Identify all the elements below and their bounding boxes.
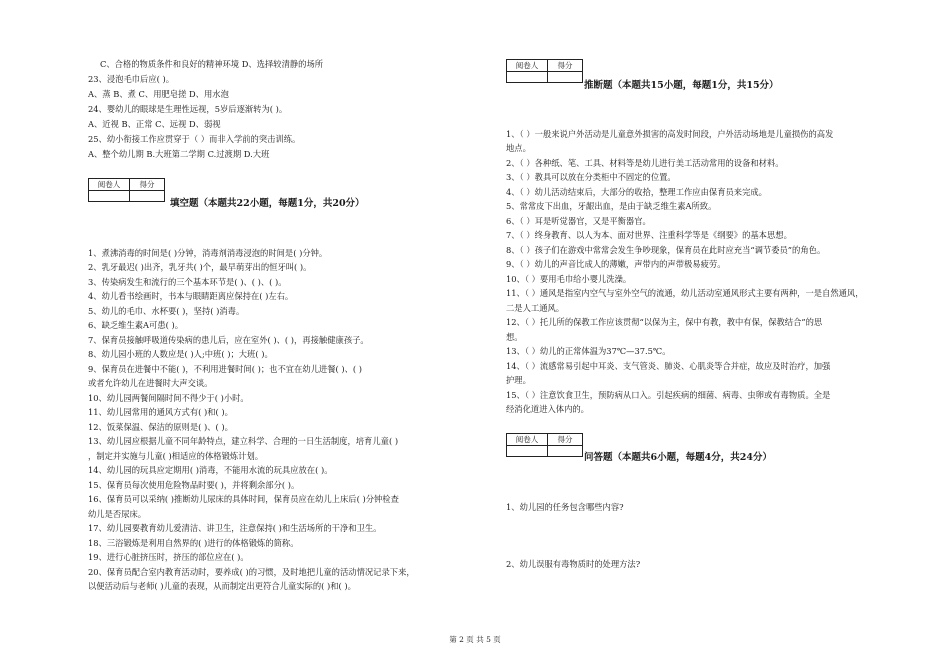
question-line: 幼儿是否尿床。 (88, 509, 147, 519)
question-line: 13、幼儿园应根据儿童不同年龄特点，建立科学、合理的一日生活制度，培育儿童( ) (88, 436, 399, 446)
question-line: 二是人工通风。 (506, 303, 565, 313)
question-line: 地点。 (506, 143, 531, 153)
score-cell (130, 191, 165, 202)
question-line: 3、传染病发生和流行的三个基本环节是( )、( )、( )。 (88, 277, 287, 287)
question-line: 15、保育员每次使用危险物品时要( )，并将剩余部分( )。 (88, 480, 300, 490)
question-line: 1、幼儿园的任务包含哪些内容? (506, 502, 624, 512)
question-line: 16、保育员可以采纳( )推断幼儿尿床的具体时间，保育员应在幼儿上床后( )分钟检查 (88, 494, 399, 504)
score-label: 得分 (548, 434, 583, 446)
question-line: 10、幼儿园两餐间隔时间不得少于( )小时。 (88, 393, 249, 403)
question-line: 4、幼儿看书绘画时，书本与眼睛距离应保持在( )左右。 (88, 291, 294, 301)
question-line: 6、缺乏维生素A可患( )。 (88, 320, 184, 330)
question-line: 5、幼儿的毛巾、水杯要( )，坚持( )消毒。 (88, 306, 245, 316)
grader-cell (507, 72, 548, 83)
question-line: C、合格的物质条件和良好的精神环境 D、选择较清静的场所 (100, 59, 324, 69)
question-line: 以便活动后与老师( )儿童的表现，从而制定出更符合儿童实际的( )和( )。 (88, 581, 356, 591)
grader-cell (89, 191, 130, 202)
grader-cell (507, 446, 548, 457)
question-line: 6、（ ）耳是听觉器官，又是平衡器官。 (506, 216, 651, 226)
question-line: 17、幼儿园要教育幼儿爱清洁、讲卫生，注意保持( )和生活场所的干净和卫生。 (88, 523, 382, 533)
question-line: 或者允许幼儿在进餐时大声交谈。 (88, 378, 213, 388)
score-cell (548, 72, 583, 83)
section-title-fill-in: 填空题（本题共22小题，每题1分，共20分） (170, 198, 365, 209)
question-line: 13、（ ）幼儿的正常体温为37℃—37.5℃。 (506, 346, 671, 356)
question-line: 1、煮沸消毒的时间是( )分钟，消毒剂消毒浸泡的时间是( )分钟。 (88, 248, 328, 258)
question-line: 25、幼小衔接工作应贯穿于（ ）而非入学前的突击训练。 (88, 134, 301, 144)
question-line: 想。 (506, 332, 523, 342)
score-box (88, 178, 165, 202)
question-line: 8、幼儿园小班的人数应是( )人;中班( )；大班( )。 (88, 349, 273, 359)
grader-label: 阅卷人 (89, 179, 130, 191)
score-label: 得分 (548, 60, 583, 72)
question-line: 14、（ ）流感常易引起中耳炎、支气管炎、肺炎、心肌炎等合并症，故应及时治疗，加强 (506, 361, 831, 371)
question-line: 15、（ ）注意饮食卫生，预防病从口入。引起疾病的细菌、病毒、虫卵或有毒物质。全是 (506, 390, 831, 400)
question-line: 7、（ ）终身教育、以人为本、面对世界、注重科学等是《纲要》的基本思想。 (506, 230, 792, 240)
question-line: 9、（ ）幼儿的声音比成人的薄嫩，声带内的声带极易疲劳。 (506, 259, 726, 269)
question-line: 2、乳牙最迟( )出齐，乳牙共( )个，最早萌芽出的恒牙叫( )。 (88, 262, 312, 272)
grader-label: 阅卷人 (507, 60, 548, 72)
question-line: 2、（ ）各种纸、笔、工具、材料等是幼儿进行美工活动常用的设备和材料。 (506, 158, 784, 168)
question-line: 11、（ ）通风是指室内空气与室外空气的流通，幼儿活动室通风形式主要有两种，一是自然通风， (506, 288, 864, 298)
question-line: 经消化道进入体内的。 (506, 404, 589, 414)
page-number: 第 2 页 共 5 页 (449, 635, 501, 644)
score-label: 得分 (130, 179, 165, 191)
question-line: A、整个幼儿期 B.大班第二学期 C.过渡期 D.大班 (88, 149, 270, 159)
section-title-qa: 问答题（本题共6小题，每题4分，共24分） (584, 452, 772, 463)
score-box (506, 433, 583, 457)
question-line: 10、（ ）要用毛巾给小婴儿洗澡。 (506, 274, 632, 284)
score-cell (548, 446, 583, 457)
question-line: 4、（ ）幼儿活动结束后，大部分的收拾，整理工作应由保育员来完成。 (506, 187, 767, 197)
question-line: 5、常常皮下出血，牙龈出血，是由于缺乏维生素A所致。 (506, 201, 717, 211)
section-title-judgement: 推断题（本题共15小题，每题1分，共15分） (584, 80, 779, 91)
question-line: 11、幼儿园常用的通风方式有( )和( )。 (88, 407, 233, 417)
score-box (506, 59, 583, 83)
question-line: 8、（ ）孩子们在游戏中常常会发生争吵现象，保育员在此时应充当“调节委员”的角色。 (506, 245, 826, 255)
question-line: 20、保育员配合室内教育活动时，要养成( )的习惯，及时地把儿童的活动情况记录下来， (88, 567, 415, 577)
question-line: 护理。 (506, 375, 531, 385)
grader-label: 阅卷人 (507, 434, 548, 446)
question-line: 18、三浴锻炼是利用自然界的( )进行的体格锻炼的简称。 (88, 538, 299, 548)
question-line: ，制定并实施与儿童( )相适应的体格锻炼计划。 (88, 451, 264, 461)
question-line: 7、保育员接触呼吸道传染病的患儿后，应在室外( )、( )，再接触健康孩子。 (88, 335, 369, 345)
question-line: 19、进行心脏挤压时，挤压的部位应在( )。 (88, 552, 249, 562)
question-line: 1、（ ）一般来说户外活动是儿童意外损害的高发时间段，户外活动场地是儿童损伤的高发 (506, 129, 834, 139)
question-line: 2、幼儿误服有毒物质时的处理方法? (506, 559, 641, 569)
question-line: 24、婴幼儿的眼球是生理性远视，5岁后逐渐转为( )。 (88, 104, 288, 114)
question-line: 12、（ ）托儿所的保教工作应该贯彻“以保为主，保中有教，教中有保，保教结合”的思 (506, 317, 823, 327)
question-line: 3、（ ）教具可以放在分类柜中不固定的位置。 (506, 172, 676, 182)
question-line: A、近视 B、正常 C、远视 D、弱视 (88, 119, 221, 129)
question-line: 9、保育员在进餐中不能( )，不利用进餐时间( )；也不宜在幼儿进餐( )、( ) (88, 364, 363, 374)
question-line: 23、浸泡毛巾后应( )。 (88, 74, 175, 84)
question-line: 14、幼儿园的玩具应定期用( )消毒，不能用水流的玩具应放在( )。 (88, 465, 333, 475)
question-line: 12、饭菜保温、保洁的原则是( )、( )。 (88, 422, 233, 432)
question-line: A、蒸 B、煮 C、用肥皂搓 D、用水泡 (88, 89, 229, 99)
